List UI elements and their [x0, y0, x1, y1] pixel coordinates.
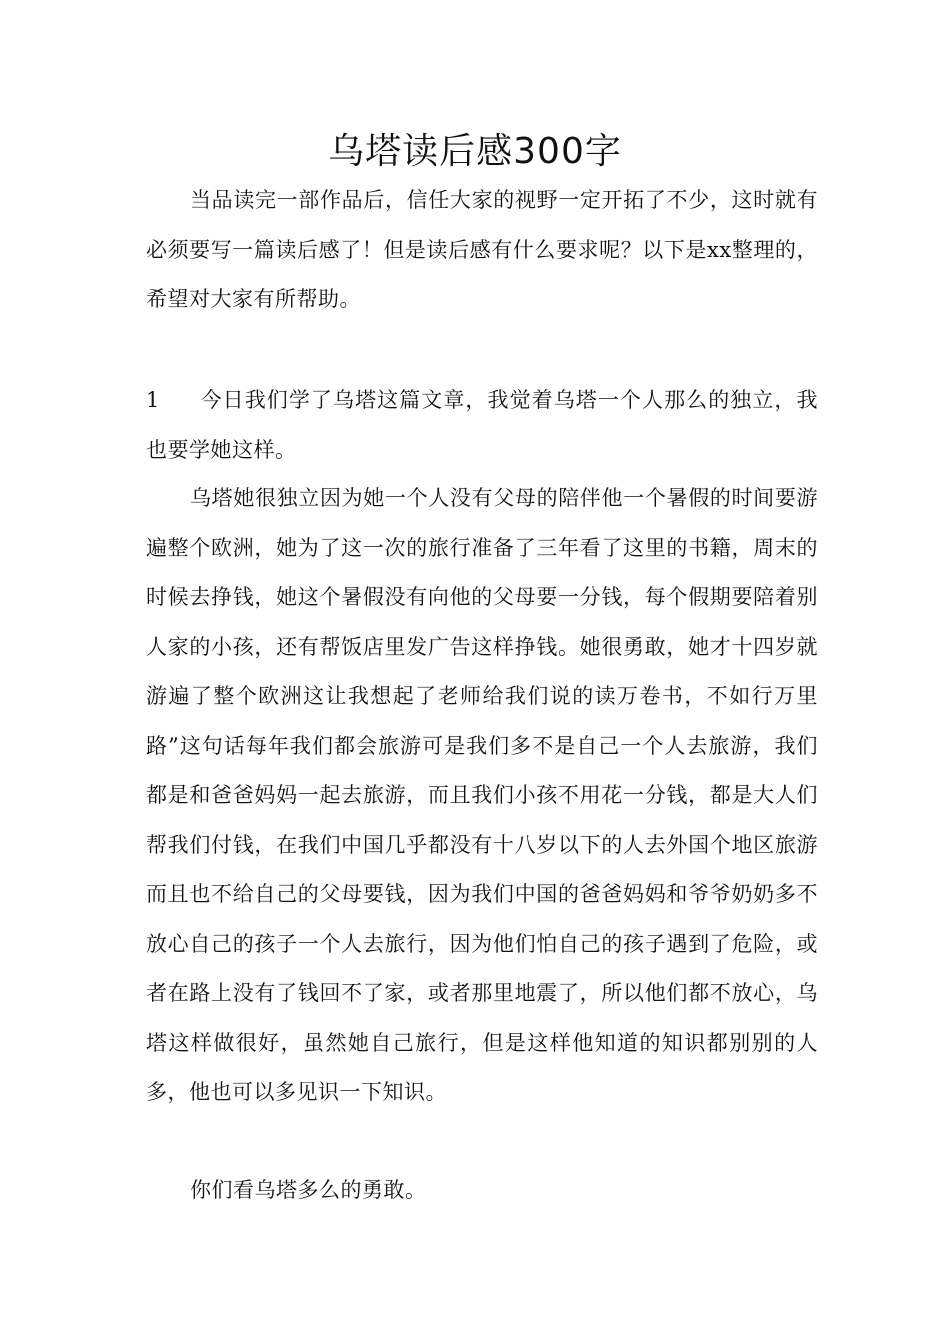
list-item: [146, 376, 818, 475]
intro-paragraph: 当品读完一部作品后，信任大家的视野一定开拓了不少，这时就有必须要写一篇读后感了！但是读后感有什么要求呢？以下是xx整理的，希望对大家有所帮助。: [146, 188, 818, 311]
main-paragraph: 乌塔她很独立因为她一个人没有父母的陪伴他一个暑假的时间要游遍整个欧洲，她为了这一次的旅行准备了三年看了这里的书籍，周末的时候去挣钱，她这个暑假没有向他的父母要一分钱，每个假期要陪着别人家的小孩，还有帮饭店里发广告这样挣钱。她很勇敢，她才十四岁就游遍了整个欧洲这让我想起了老师给我们说的读万卷书，不如行万里路”这句话每年我们都会旅游可是我们多不是自己一个人去旅游，我们都是和爸爸妈妈一起去旅游，而且我们小孩不用花一分钱，都是大人们帮我们付钱，在我们中国几乎都没有十八岁以下的人去外国个地区旅游而且也不给自己的父母要钱，因为我们中国的爸爸妈妈和爷爷奶奶多不放心自己的孩子一个人去旅行，因为他们怕自己的孩子遇到了危险，或者在路上没有了钱回不了家，或者那里地震了，所以他们都不放心，乌塔这样做很好，虽然她自己旅行，但是这样他知道的知识都别别的人多，他也可以多见识一下知识。: [146, 486, 818, 1104]
document-title: 乌塔读后感300字: [328, 131, 622, 172]
item-text: 今日我们学了乌塔这篇文章，我觉着乌塔一个人那么的独立，我也要学她这样。: [146, 388, 818, 462]
item-number: 1: [146, 388, 160, 412]
closing-paragraph: 你们看乌塔多么的勇敢。: [190, 1178, 427, 1202]
